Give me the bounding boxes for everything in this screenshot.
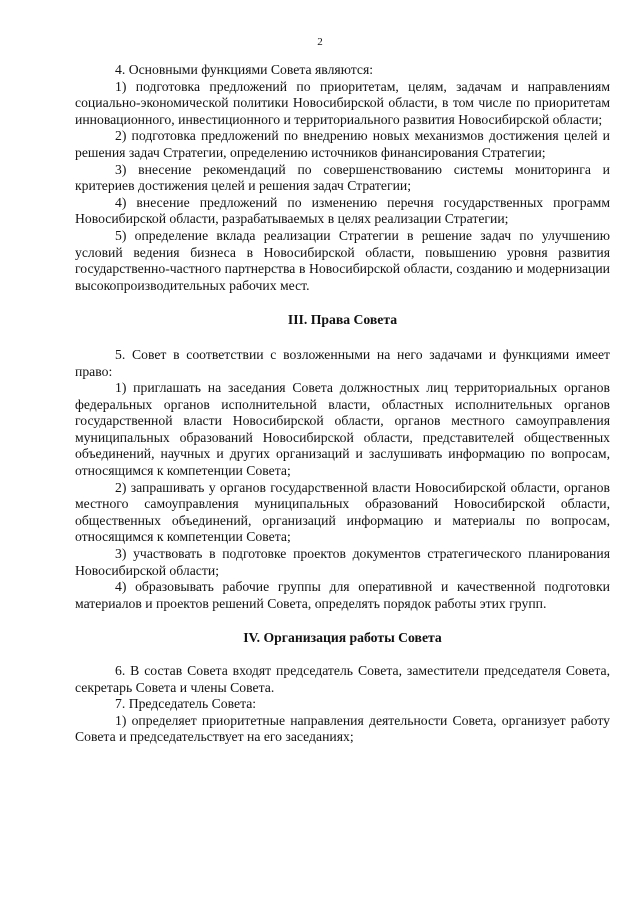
paragraph: 1) подготовка предложений по приоритетам, целям, задачам и направлениям социально-экономической политики Новосибирской области, в том числе по приоритетам инновационного, инвестиционного и территориального развития Новосибирской области; [75,78,610,127]
spacer [75,294,610,312]
rights-section [75,347,610,613]
organization-section [75,663,610,746]
functions-section [75,62,610,294]
paragraph: 4) образовывать рабочие группы для оперативной и качественной подготовки материалов и проектов решений Совета, определять порядок работы этих групп. [75,579,610,611]
paragraph: 2) запрашивать у органов государственной власти Новосибирской области, органов местного самоуправления муниципальных образований Новосибирской области, общественных объединений, организаций информацию и материалы по вопросам, относящимся к компетенции Совета; [75,479,610,545]
paragraph: 1) определяет приоритетные направления деятельности Совета, организует работу Совета и председательствует на его заседаниях; [75,712,610,745]
section-heading-rights: III. Права Совета [287,312,398,328]
paragraph: 6. В состав Совета входят председатель Совета, заместители председателя Совета, секретарь Совета и члены Совета. [75,663,610,695]
paragraph: 5. Совет в соответствии с возложенными на него задачами и функциями имеет право: [75,346,610,379]
paragraph: 4. Основными функциями Совета являются: [115,62,374,77]
section-heading-organization: IV. Организация работы Совета [243,630,442,646]
paragraph: 5) определение вклада реализации Стратегии в решение задач по улучшению условий ведения бизнеса в Новосибирской области, повышению уровня развития государственно-частного партнерства в Новосибирской области, созданию и модернизации высокопроизводительных рабочих мест. [75,227,610,293]
paragraph: 4) внесение предложений по изменению перечня государственных программ Новосибирской области, разрабатываемых в целях реализации Стратегии; [75,194,610,227]
paragraph: 2) подготовка предложений по внедрению новых механизмов достижения целей и решения задач Стратегии, определению источников финансирования Стратегии; [75,128,610,160]
page-number: 2 [317,36,323,48]
document-body [75,62,610,746]
paragraph: 1) приглашать на заседания Совета должностных лиц территориальных органов федеральных органов исполнительной власти, областных исполнительных органов государственной власти Новосибирской области, органов местного самоуправления муниципальных образований Новосибирской области, представителей общественных объединений, научных и других организаций и заслушивать информацию по вопросам, относящимся к компетенции Совета; [75,380,610,479]
spacer [75,329,610,347]
paragraph: 7. Председатель Совета: [115,696,257,712]
paragraph: 3) участвовать в подготовке проектов документов стратегического планирования Новосибирской области; [75,546,610,578]
paragraph: 3) внесение рекомендаций по совершенствованию системы мониторинга и критериев достижения целей и решения задач Стратегии; [75,161,610,194]
spacer [75,612,610,630]
spacer [75,647,610,663]
